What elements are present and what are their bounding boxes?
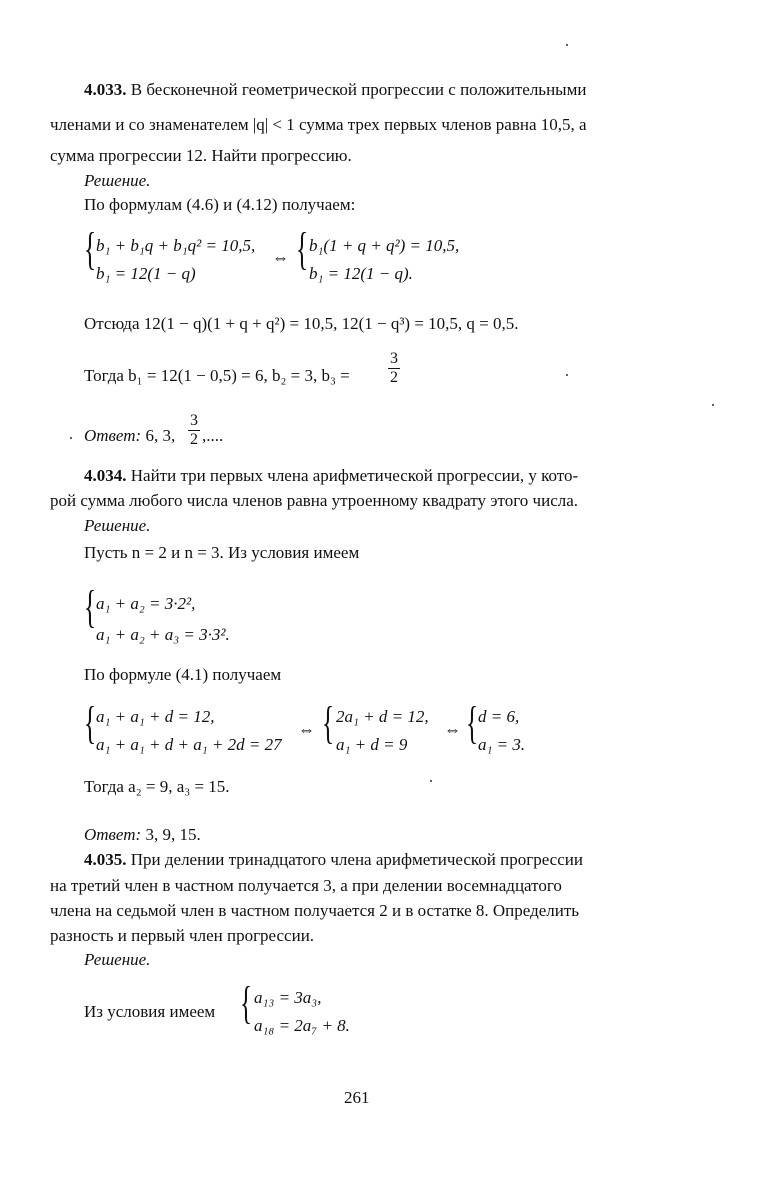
system-brace: { [322, 697, 335, 748]
system-brace: { [296, 223, 309, 274]
solution-label: Решение. [84, 950, 151, 969]
problem-4034-line2: рой сумма любого числа членов равна утроенному квадрату этого числа. [50, 491, 579, 510]
scan-speck [430, 780, 432, 782]
problem-4035-line4: разность и первый член прогрессии. [50, 926, 315, 945]
system2-eq1: 2a₁ + d = 12, [336, 707, 429, 726]
scan-speck [566, 44, 568, 46]
solution-label: Решение. [84, 516, 151, 535]
system-brace: { [240, 977, 253, 1028]
system-brace: { [84, 581, 97, 632]
system2-eq1: b₁(1 + q + q²) = 10,5, [309, 236, 460, 255]
fraction [388, 350, 400, 387]
fraction-denominator: 2 [190, 431, 198, 448]
system2-eq2: a₁ + d = 9 [336, 735, 408, 754]
system1-eq2: a₁ + a₁ + d + a₁ + 2d = 27 [96, 735, 282, 754]
solution-text: Пусть n = 2 и n = 3. Из условия имеем [84, 543, 360, 562]
solution-text: По формуле (4.1) получаем [84, 665, 282, 684]
page-number: 261 [344, 1088, 370, 1107]
system1-eq1: b₁ + b₁q + b₁q² = 10,5, [96, 236, 256, 255]
answer-value: 6, 3, [141, 426, 176, 445]
problem-text: В бесконечной геометрической прогрессии с положительными [126, 80, 587, 99]
problem-4035-line2: на третий член в частном получается 3, а при делении восемнадцатого [50, 876, 562, 895]
system3-eq2: a₁ = 3. [478, 735, 526, 754]
problem-text: Найти три первых члена арифметической прогрессии, у кото- [126, 466, 579, 485]
system-eq1: a₁₃ = 3a₃, [254, 988, 322, 1007]
solution-text: Из условия имеем [84, 1002, 216, 1021]
solution-label: Решение. [84, 171, 151, 190]
answer-label: Ответ: [84, 426, 142, 445]
fraction [188, 412, 200, 449]
fraction-denominator: 2 [390, 369, 398, 386]
scan-speck [566, 374, 568, 376]
system-brace: { [84, 697, 97, 748]
equivalence-symbol: ⇔ [272, 248, 289, 267]
solution-text: Тогда b₁ = 12(1 − 0,5) = 6, b₂ = 3, b₃ = [84, 366, 350, 385]
problem-4035-line3: члена на седьмой член в частном получается 2 и в остатке 8. Определить [50, 901, 580, 920]
solution-text: По формулам (4.6) и (4.12) получаем: [84, 195, 356, 214]
system1-eq1: a₁ + a₁ + d = 12, [96, 707, 215, 726]
system-eq2: a₁₈ = 2a₇ + 8. [254, 1016, 350, 1035]
fraction-numerator: 3 [190, 412, 198, 429]
problem-text: При делении тринадцатого члена арифметической прогрессии [126, 850, 583, 869]
system2-eq2: b₁ = 12(1 − q). [309, 264, 413, 283]
equivalence-symbol: ⇔ [444, 720, 461, 739]
system-eq2: a₁ + a₂ + a₃ = 3·3². [96, 625, 230, 644]
answer-line [84, 825, 201, 845]
fraction-numerator: 3 [390, 350, 398, 367]
problem-4033-line1 [84, 80, 586, 100]
system3-eq1: d = 6, [478, 707, 520, 726]
solution-text: Отсюда 12(1 − q)(1 + q + q²) = 10,5, 12(1 − q³) = 10,5, q = 0,5. [84, 314, 519, 333]
problem-4034-line1 [84, 466, 578, 486]
solution-text: Тогда a₂ = 9, a₃ = 15. [84, 777, 230, 796]
system-brace: { [466, 697, 479, 748]
problem-number: 4.033. [84, 80, 127, 99]
system-brace: { [84, 223, 97, 274]
scan-speck [712, 404, 714, 406]
system-eq1: a₁ + a₂ = 3·2², [96, 594, 196, 613]
problem-4033-line2: членами и со знаменателем |q| < 1 сумма трех первых членов равна 10,5, а [50, 115, 587, 134]
answer-value: 3, 9, 15. [141, 825, 201, 844]
problem-4033-line3: сумма прогрессии 12. Найти прогрессию. [50, 146, 352, 165]
equivalence-symbol: ⇔ [298, 720, 315, 739]
problem-number: 4.034. [84, 466, 127, 485]
scan-speck [70, 437, 72, 439]
problem-4035-line1 [84, 850, 583, 870]
answer-label: Ответ: [84, 825, 142, 844]
system1-eq2: b₁ = 12(1 − q) [96, 264, 196, 283]
answer-tail: ,.... [202, 426, 224, 445]
problem-number: 4.035. [84, 850, 127, 869]
answer-line [84, 426, 175, 446]
